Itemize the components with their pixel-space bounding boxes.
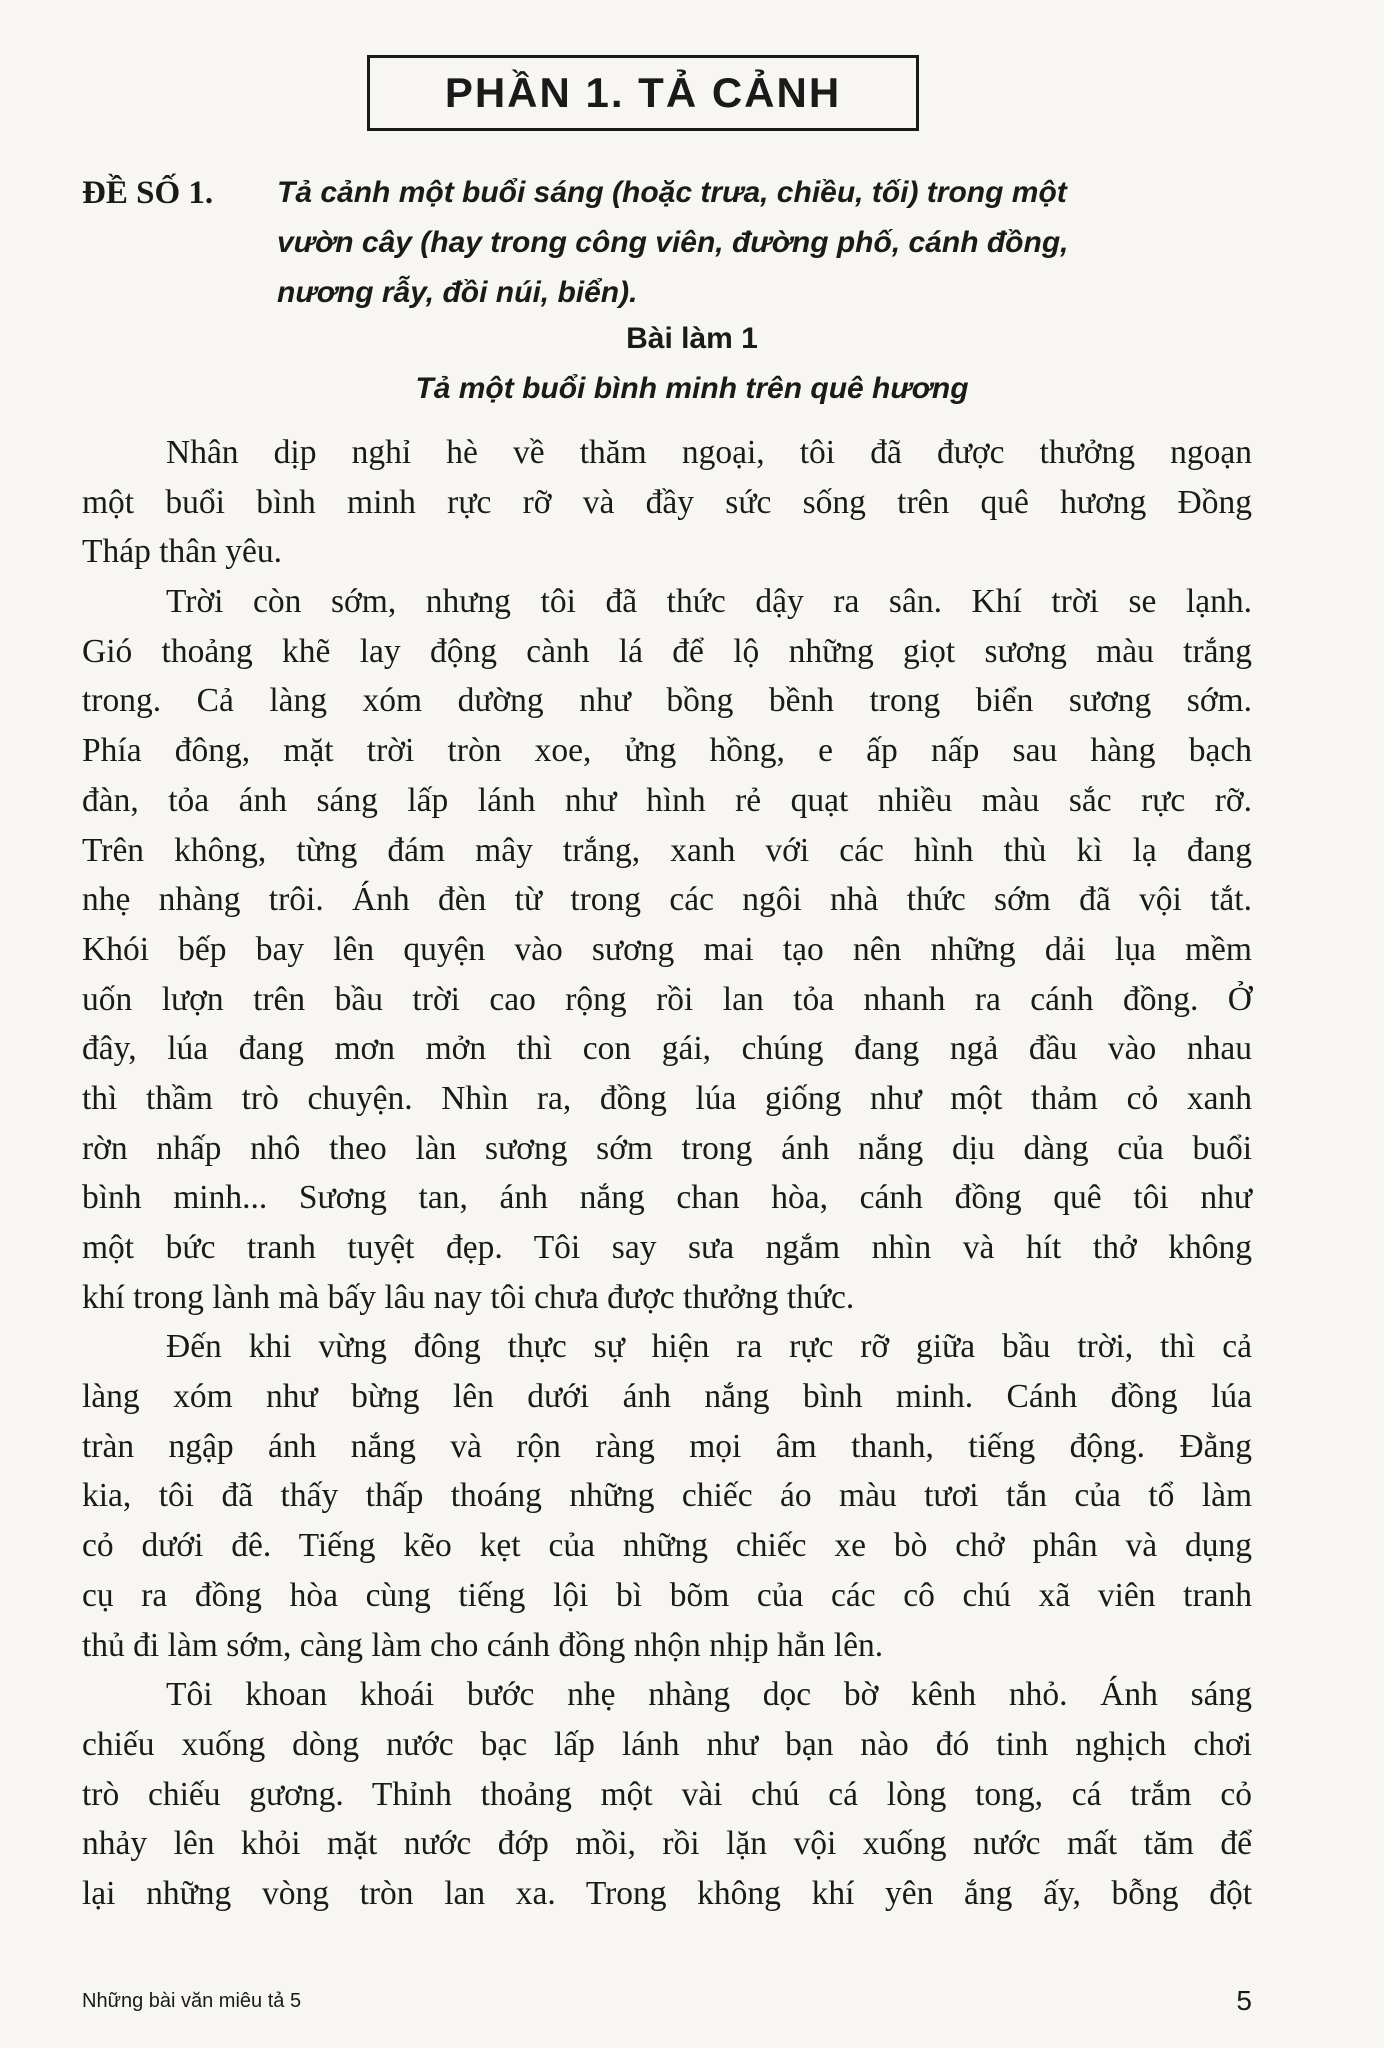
text-line: Trên không, từng đám mây trắng, xanh với các hình thù kì lạ đang (82, 831, 1252, 869)
page-number: 5 (1236, 1985, 1252, 2016)
text-line: đàn, tỏa ánh sáng lấp lánh như hình rẻ quạt nhiều màu sắc rực rỡ. (82, 781, 1252, 819)
text-line: Trời còn sớm, nhưng tôi đã thức dậy ra sân. Khí trời se lạnh. (166, 583, 1252, 621)
text-line: bình minh... Sương tan, ánh nắng chan hòa, cánh đồng quê tôi như (82, 1179, 1252, 1217)
topic-text (277, 168, 1267, 318)
text-line: thì thầm trò chuyện. Nhìn ra, đồng lúa giống như một thảm cỏ xanh (82, 1079, 1252, 1117)
part-title: PHẦN 1. TẢ CẢNH (444, 69, 842, 116)
essay-heading: Bài làm 1 (626, 322, 758, 355)
text-line: kia, tôi đã thấy thấp thoáng những chiếc áo màu tươi tắn của tổ làm (82, 1477, 1252, 1515)
essay-subtitle: Tả một buổi bình minh trên quê hương (415, 372, 969, 405)
text-line: rờn nhấp nhô theo làn sương sớm trong ánh nắng dịu dàng của buổi (82, 1129, 1252, 1167)
text-line: một buổi bình minh rực rỡ và đầy sức sống trên quê hương Đồng (82, 483, 1252, 521)
text-line: chiếu xuống dòng nước bạc lấp lánh như bạn nào đó tinh nghịch chơi (82, 1725, 1252, 1763)
text-line: thủ đi làm sớm, càng làm cho cánh đồng nhộn nhịp hẳn lên. (82, 1626, 884, 1664)
text-line: cụ ra đồng hòa cùng tiếng lội bì bõm của các cô chú xã viên tranh (82, 1576, 1252, 1614)
topic-label: ĐỀ SỐ 1. (82, 175, 214, 211)
text-line: Phía đông, mặt trời tròn xoe, ửng hồng, e ấp nấp sau hàng bạch (82, 732, 1252, 770)
text-line: Tôi khoan khoái bước nhẹ nhàng dọc bờ kênh nhỏ. Ánh sáng (166, 1676, 1252, 1714)
text-line: Đến khi vừng đông thực sự hiện ra rực rỡ giữa bầu trời, thì cả (166, 1328, 1252, 1366)
topic-line: nương rẫy, đồi núi, biển). (277, 276, 638, 309)
text-line: đây, lúa đang mơn mởn thì con gái, chúng đang ngả đầu vào nhau (82, 1030, 1252, 1068)
essay-body (82, 428, 1252, 1919)
text-line: một bức tranh tuyệt đẹp. Tôi say sưa ngắm nhìn và hít thở không (82, 1229, 1252, 1266)
text-line: lại những vòng tròn lan xa. Trong không khí yên ắng ấy, bỗng đột (82, 1874, 1252, 1912)
text-line: Gió thoảng khẽ lay động cành lá để lộ những giọt sương màu trắng (82, 632, 1252, 670)
text-line: nhảy lên khỏi mặt nước đớp mồi, rồi lặn vội xuống nước mất tăm để (82, 1825, 1252, 1863)
text-line: uốn lượn trên bầu trời cao rộng rồi lan tỏa nhanh ra cánh đồng. Ở (82, 980, 1252, 1018)
text-line: nhẹ nhàng trôi. Ánh đèn từ trong các ngôi nhà thức sớm đã vội tắt. (82, 881, 1252, 919)
text-line: tràn ngập ánh nắng và rộn ràng mọi âm thanh, tiếng động. Đằng (82, 1427, 1252, 1465)
text-line: cỏ dưới đê. Tiếng kẽo kẹt của những chiếc xe bò chở phân và dụng (82, 1527, 1252, 1565)
text-line: Tháp thân yêu. (82, 533, 283, 571)
book-title-footer: Những bài văn miêu tả 5 (82, 1990, 302, 2012)
topic-line: vườn cây (hay trong công viên, đường phố, cánh đồng, (277, 226, 1069, 259)
text-line: Khói bếp bay lên quyện vào sương mai tạo nên những dải lụa mềm (82, 930, 1252, 968)
text-line: trò chiếu gương. Thỉnh thoảng một vài chú cá lòng tong, cá trắm cỏ (82, 1775, 1252, 1813)
part-title-box (367, 55, 919, 131)
text-line: làng xóm như bừng lên dưới ánh nắng bình minh. Cánh đồng lúa (82, 1378, 1252, 1416)
topic-line: Tả cảnh một buổi sáng (hoặc trưa, chiều, tối) trong một (277, 176, 1067, 209)
text-line: khí trong lành mà bấy lâu nay tôi chưa được thưởng thức. (82, 1278, 855, 1316)
text-line: Nhân dịp nghỉ hè về thăm ngoại, tôi đã được thưởng ngoạn (166, 434, 1252, 471)
text-line: trong. Cả làng xóm dường như bồng bềnh trong biển sương sớm. (82, 682, 1252, 720)
